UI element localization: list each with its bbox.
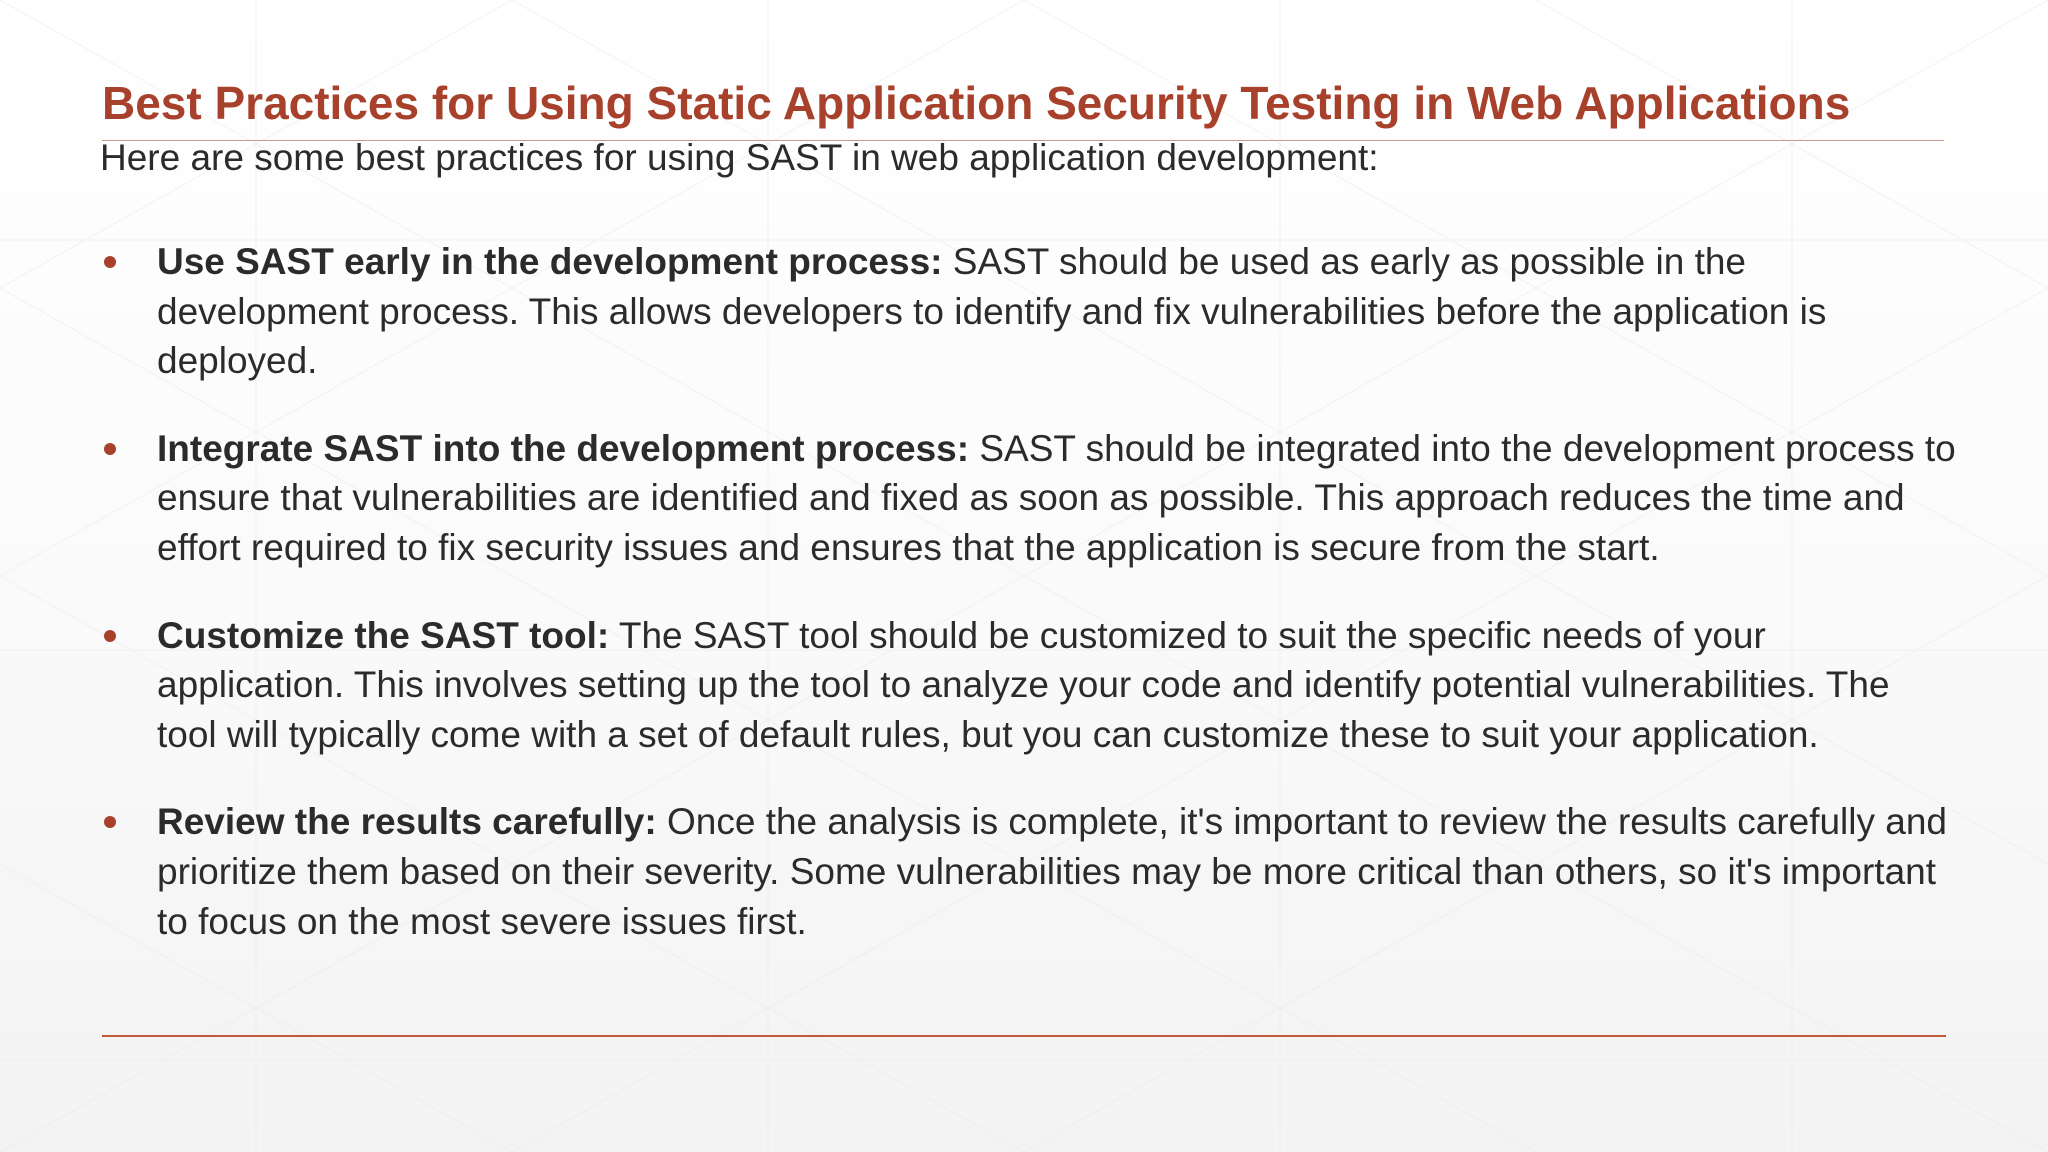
slide-title: Best Practices for Using Static Application Security Testing in Web Applications bbox=[102, 77, 1851, 129]
bullet-item bbox=[0, 611, 1957, 760]
intro-text: Here are some best practices for using SAST in web application development: bbox=[100, 137, 1379, 178]
footer-divider bbox=[102, 1035, 1946, 1037]
bullet-description: The SAST tool should be customized to suit the specific needs of your application. This involves setting up the tool to analyze your code and identify potential vulnerabilities. The tool will typically come with a set of default rules, but you can customize these to suit your application. bbox=[157, 614, 1890, 755]
bullet-item bbox=[0, 237, 1957, 386]
bullet-dot-icon bbox=[104, 443, 116, 455]
bullet-item bbox=[0, 797, 1957, 946]
bullet-term: Integrate SAST into the development process: bbox=[157, 427, 970, 469]
bullet-text bbox=[157, 611, 1957, 760]
bullet-list bbox=[0, 237, 2048, 984]
bullet-term: Use SAST early in the development process: bbox=[157, 241, 943, 282]
bullet-dot-icon bbox=[104, 630, 116, 642]
bullet-text bbox=[157, 237, 1957, 386]
bullet-item bbox=[0, 424, 1957, 573]
bullet-term: Review the results carefully: bbox=[157, 801, 657, 843]
bullet-text bbox=[157, 424, 1957, 573]
bullet-dot-icon bbox=[104, 816, 116, 828]
bullet-description: Once the analysis is complete, it's important to review the results carefully and prioritize them based on their severity. Some vulnerabilities may be more critical than others, so it's important to focus on the most severe issues first. bbox=[157, 801, 1948, 942]
bullet-description: SAST should be used as early as possible in the development process. This allows developers to identify and fix vulnerabilities before the application is deployed. bbox=[157, 241, 1827, 382]
bullet-description: SAST should be integrated into the development process to ensure that vulnerabilities are identified and fixed as soon as possible. This approach reduces the time and effort required to fix security issues and ensures that the application is secure from the start. bbox=[157, 427, 1956, 568]
bullet-dot-icon bbox=[104, 256, 116, 268]
bullet-text bbox=[157, 797, 1957, 946]
bullet-term: Customize the SAST tool: bbox=[157, 614, 610, 656]
